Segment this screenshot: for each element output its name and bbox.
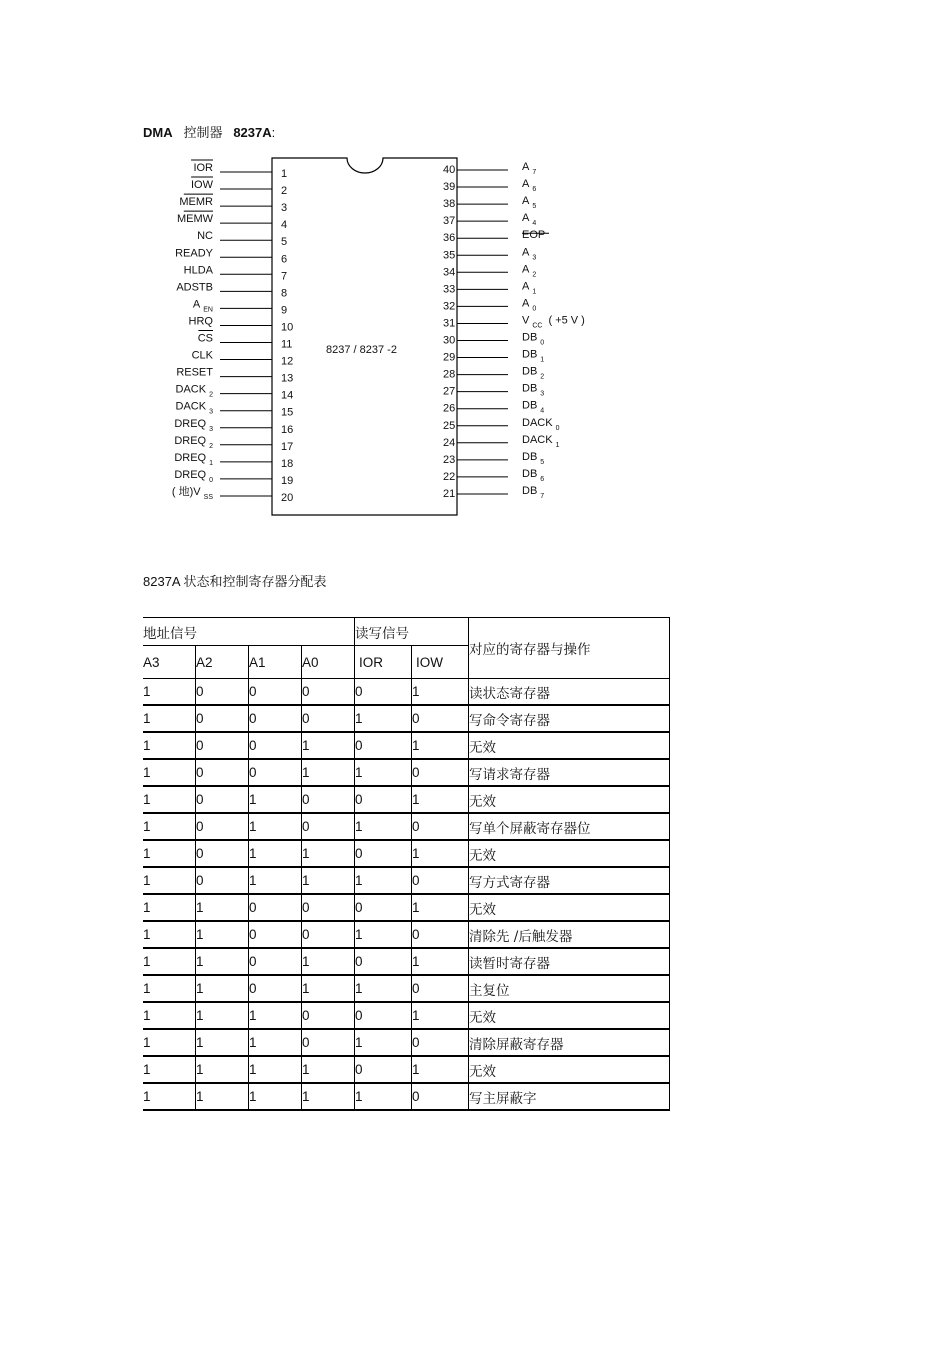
- cell-a1: 0: [249, 948, 302, 975]
- pin-number: 20: [281, 491, 294, 504]
- cell-a0: 1: [302, 1083, 355, 1110]
- cell-iow: 1: [412, 840, 469, 867]
- heading-controller: 控制器: [183, 125, 223, 140]
- pin-name: DREQ $_2$: [174, 434, 213, 450]
- cell-iow: 1: [412, 894, 469, 921]
- pin-name: DACK $_1$: [522, 433, 560, 449]
- cell-operation: 主复位: [469, 975, 670, 1002]
- cell-a2: 1: [196, 1029, 249, 1056]
- cell-a1: 1: [249, 786, 302, 813]
- pin-number: 7: [281, 270, 288, 283]
- right-pin-31: [443, 314, 585, 329]
- cell-iow: 0: [412, 975, 469, 1002]
- left-pin-16: [174, 418, 293, 436]
- pin-name: READY: [175, 247, 213, 260]
- cell-ior: 1: [355, 759, 412, 786]
- cell-a3: 1: [143, 679, 196, 706]
- pin-name: ( 地)V $_{SS}$: [171, 485, 213, 501]
- pin-number: 4: [281, 219, 288, 232]
- cell-ior: 1: [355, 813, 412, 840]
- left-pin-17: [174, 435, 293, 453]
- left-pin-8: [176, 281, 287, 299]
- cell-iow: 0: [412, 1083, 469, 1110]
- right-pin-24: [443, 434, 560, 449]
- cell-a0: 0: [302, 894, 355, 921]
- header-address-group: 地址信号: [143, 618, 355, 646]
- cell-a2: 0: [196, 813, 249, 840]
- pin-number: 40: [443, 164, 456, 176]
- pin-name: A $_6$: [522, 178, 537, 194]
- pin-number: 12: [281, 355, 294, 368]
- right-pin-29: [443, 349, 544, 364]
- cell-a3: 1: [143, 975, 196, 1002]
- heading-colon: :: [271, 125, 276, 140]
- heading-dma: DMA: [143, 125, 173, 140]
- cell-a0: 1: [302, 759, 355, 786]
- cell-a2: 1: [196, 1056, 249, 1083]
- cell-a2: 1: [196, 975, 249, 1002]
- cell-a2: 1: [196, 894, 249, 921]
- pin-name: A $_4$: [522, 212, 537, 228]
- cell-iow: 0: [412, 705, 469, 732]
- cell-operation: 清除先 /后触发器: [469, 921, 670, 948]
- pin-name: HLDA: [183, 264, 213, 277]
- pin-number: 23: [443, 453, 456, 466]
- pin-number: 21: [443, 487, 456, 500]
- cell-a3: 1: [143, 705, 196, 732]
- cell-ior: 0: [355, 840, 412, 867]
- pin-name: MEMW: [176, 213, 213, 226]
- pin-name: DB $_7$: [522, 484, 545, 500]
- cell-a0: 0: [302, 813, 355, 840]
- cell-a2: 0: [196, 705, 249, 732]
- pin-number: 37: [443, 215, 456, 228]
- right-pin-30: [443, 332, 544, 347]
- cell-a1: 1: [249, 1083, 302, 1110]
- pin-name: IOW: [191, 179, 213, 192]
- table-row: [143, 921, 670, 948]
- pin-number: 30: [443, 334, 456, 347]
- cell-ior: 1: [355, 1083, 412, 1110]
- pin-number: 13: [281, 372, 294, 385]
- left-pin-18: [174, 452, 293, 470]
- cell-a1: 0: [249, 732, 302, 759]
- cell-operation: 读状态寄存器: [469, 679, 670, 706]
- cell-operation: 无效: [469, 840, 670, 867]
- cell-a2: 0: [196, 679, 249, 706]
- register-table: [143, 617, 670, 1111]
- pin-name: CS: [197, 332, 213, 345]
- cell-a1: 1: [249, 1029, 302, 1056]
- pin-name: A $_0$: [522, 297, 537, 313]
- cell-operation: 写单个屏蔽寄存器位: [469, 813, 670, 840]
- cell-a3: 1: [143, 840, 196, 867]
- cell-iow: 1: [412, 948, 469, 975]
- cell-operation: 写请求寄存器: [469, 759, 670, 786]
- cell-a1: 1: [249, 867, 302, 894]
- cell-a0: 0: [302, 1029, 355, 1056]
- table-row: [143, 975, 670, 1002]
- pin-number: 15: [281, 406, 294, 419]
- cell-a0: 0: [302, 705, 355, 732]
- pin-number: 35: [443, 249, 456, 262]
- cell-ior: 0: [355, 894, 412, 921]
- pin-number: 28: [443, 368, 456, 381]
- cell-a3: 1: [143, 948, 196, 975]
- left-pin-14: [176, 384, 294, 402]
- right-pin-23: [443, 451, 544, 466]
- pin-name: DREQ $_3$: [174, 417, 213, 433]
- cell-a1: 0: [249, 759, 302, 786]
- table-row: [143, 1083, 670, 1110]
- cell-ior: 1: [355, 705, 412, 732]
- cell-a0: 1: [302, 867, 355, 894]
- pin-name: DB $_2$: [522, 365, 545, 381]
- cell-a3: 1: [143, 813, 196, 840]
- left-pin-13: [176, 367, 293, 385]
- cell-a3: 1: [143, 1083, 196, 1110]
- pin-number: 32: [443, 300, 456, 313]
- cell-ior: 0: [355, 786, 412, 813]
- pin-number: 10: [281, 321, 294, 334]
- pin-name: A $_7$: [522, 161, 537, 176]
- cell-ior: 1: [355, 975, 412, 1002]
- cell-a1: 1: [249, 1056, 302, 1083]
- pin-number: 9: [281, 304, 288, 317]
- table-row: [143, 948, 670, 975]
- cell-a3: 1: [143, 732, 196, 759]
- cell-a3: 1: [143, 921, 196, 948]
- pin-number: 33: [443, 283, 456, 296]
- pin-name: MEMR: [179, 196, 213, 209]
- table-row: [143, 1002, 670, 1029]
- cell-a0: 0: [302, 1002, 355, 1029]
- table-title: 8237A 状态和控制寄存器分配表: [143, 574, 327, 589]
- table-row: [143, 786, 670, 813]
- table-row: [143, 759, 670, 786]
- cell-ior: 1: [355, 1029, 412, 1056]
- cell-a1: 0: [249, 705, 302, 732]
- pin-name: RESET: [176, 366, 213, 379]
- table-row: [143, 1029, 670, 1056]
- pin-name: NC: [197, 230, 213, 243]
- cell-iow: 0: [412, 867, 469, 894]
- pin-name: ADSTB: [176, 281, 213, 294]
- cell-iow: 1: [412, 786, 469, 813]
- cell-ior: 1: [355, 921, 412, 948]
- cell-a0: 1: [302, 1056, 355, 1083]
- pin-number: 17: [281, 440, 294, 453]
- pin-number: 29: [443, 351, 456, 364]
- cell-iow: 1: [412, 679, 469, 706]
- cell-a0: 1: [302, 975, 355, 1002]
- pin-name: IOR: [193, 162, 213, 174]
- table-row: [143, 679, 670, 706]
- cell-operation: 无效: [469, 894, 670, 921]
- cell-a2: 0: [196, 786, 249, 813]
- cell-operation: 无效: [469, 732, 670, 759]
- pin-number: 1: [281, 168, 288, 180]
- chip-pinout-diagram: [0, 0, 950, 560]
- pin-number: 36: [443, 232, 456, 245]
- left-pin-15: [176, 401, 294, 419]
- cell-operation: 写命令寄存器: [469, 705, 670, 732]
- chip-label: 8237 / 8237 -2: [326, 344, 397, 356]
- pin-name: DB $_5$: [522, 450, 545, 466]
- table-row: [143, 867, 670, 894]
- cell-ior: 0: [355, 732, 412, 759]
- pin-name: V $_{CC}$ ( +5 V ): [522, 314, 585, 330]
- cell-a2: 0: [196, 759, 249, 786]
- heading-chip: 8237A: [233, 125, 272, 140]
- pin-number: 19: [281, 474, 294, 487]
- cell-a2: 0: [196, 867, 249, 894]
- pin-name: DB $_4$: [522, 399, 545, 415]
- cell-ior: 0: [355, 948, 412, 975]
- column-header-a0: A0: [302, 646, 355, 679]
- cell-a0: 1: [302, 840, 355, 867]
- pin-number: 3: [281, 202, 288, 215]
- right-pin-27: [443, 383, 544, 398]
- left-pin-5: [197, 230, 287, 248]
- cell-ior: 0: [355, 679, 412, 706]
- cell-ior: 0: [355, 1002, 412, 1029]
- right-pin-28: [443, 366, 544, 381]
- right-pin-36: [443, 229, 549, 244]
- pin-number: 24: [443, 436, 456, 449]
- pin-name: A $_3$: [522, 246, 537, 262]
- pin-number: 26: [443, 402, 456, 415]
- cell-iow: 0: [412, 759, 469, 786]
- pin-name: DREQ $_0$: [174, 468, 213, 484]
- cell-a3: 1: [143, 894, 196, 921]
- cell-a1: 1: [249, 1002, 302, 1029]
- cell-a2: 1: [196, 921, 249, 948]
- column-header-a2: A2: [196, 646, 249, 679]
- cell-a2: 0: [196, 732, 249, 759]
- header-rw-group: 读写信号: [355, 618, 469, 646]
- cell-a2: 1: [196, 1002, 249, 1029]
- pin-number: 6: [281, 253, 288, 266]
- pin-name: DB $_0$: [522, 331, 545, 347]
- pin-number: 14: [281, 389, 294, 402]
- cell-operation: 写方式寄存器: [469, 867, 670, 894]
- cell-operation: 无效: [469, 1056, 670, 1083]
- pin-name: DACK $_2$: [175, 383, 213, 399]
- pin-number: 18: [281, 457, 294, 470]
- right-pin-26: [443, 400, 544, 415]
- cell-iow: 0: [412, 813, 469, 840]
- cell-a3: 1: [143, 1056, 196, 1083]
- cell-operation: 无效: [469, 786, 670, 813]
- cell-ior: 0: [355, 1056, 412, 1083]
- cell-a0: 1: [302, 948, 355, 975]
- cell-a0: 1: [302, 732, 355, 759]
- pin-number: 16: [281, 423, 294, 436]
- pin-name: DB $_6$: [522, 467, 545, 483]
- table-row: [143, 894, 670, 921]
- left-pin-12: [192, 350, 294, 368]
- pin-number: 11: [281, 338, 293, 351]
- pin-name: DB $_3$: [522, 382, 545, 398]
- pin-name: A $_5$: [522, 195, 537, 211]
- pin-number: 38: [443, 198, 456, 211]
- pin-name: A $_2$: [522, 263, 537, 279]
- cell-a3: 1: [143, 786, 196, 813]
- cell-a1: 0: [249, 975, 302, 1002]
- header-operation: 对应的寄存器与操作: [469, 618, 670, 679]
- column-header-iow: IOW: [412, 646, 469, 679]
- cell-a3: 1: [143, 1029, 196, 1056]
- pin-number: 2: [281, 185, 288, 198]
- cell-operation: 清除屏蔽寄存器: [469, 1029, 670, 1056]
- right-pin-21: [443, 485, 544, 500]
- column-header-a1: A1: [249, 646, 302, 679]
- pin-name: EOP: [522, 229, 546, 242]
- cell-a0: 0: [302, 921, 355, 948]
- cell-ior: 1: [355, 867, 412, 894]
- pin-name: HRQ: [188, 315, 213, 328]
- pin-number: 27: [443, 385, 456, 398]
- pin-name: DREQ $_1$: [174, 451, 213, 467]
- pin-name: DACK $_3$: [175, 400, 213, 416]
- left-pin-6: [175, 247, 287, 265]
- table-row: [143, 1056, 670, 1083]
- left-pin-20: [172, 484, 293, 504]
- pin-name: DB $_1$: [522, 348, 545, 364]
- table-row: [143, 840, 670, 867]
- cell-a3: 1: [143, 1002, 196, 1029]
- column-header-ior: IOR: [355, 646, 412, 679]
- cell-iow: 0: [412, 921, 469, 948]
- pin-number: 31: [443, 317, 456, 330]
- pin-name: A $_1$: [522, 280, 537, 296]
- pin-number: 22: [443, 470, 456, 483]
- cell-a1: 0: [249, 894, 302, 921]
- cell-a0: 0: [302, 679, 355, 706]
- cell-a2: 1: [196, 948, 249, 975]
- cell-iow: 1: [412, 732, 469, 759]
- left-pin-11: [198, 331, 293, 351]
- pin-name: A $_{EN}$: [192, 298, 213, 314]
- right-pin-25: [443, 417, 560, 432]
- cell-a2: 1: [196, 1083, 249, 1110]
- cell-a1: 0: [249, 679, 302, 706]
- left-pin-19: [174, 469, 293, 487]
- cell-a2: 0: [196, 840, 249, 867]
- cell-a1: 1: [249, 840, 302, 867]
- cell-a3: 1: [143, 759, 196, 786]
- left-pin-4: [177, 211, 287, 231]
- column-header-a3: A3: [143, 646, 196, 679]
- pin-number: 8: [281, 287, 288, 300]
- pin-name: DACK $_0$: [522, 416, 560, 432]
- pin-number: 34: [443, 266, 456, 279]
- pin-name: CLK: [191, 349, 213, 362]
- table-row: [143, 732, 670, 759]
- cell-iow: 1: [412, 1002, 469, 1029]
- cell-iow: 1: [412, 1056, 469, 1083]
- cell-operation: 写主屏蔽字: [469, 1083, 670, 1110]
- right-pin-22: [443, 468, 544, 483]
- table-row: [143, 813, 670, 840]
- cell-a1: 1: [249, 813, 302, 840]
- chip-body: [272, 158, 457, 515]
- pin-number: 39: [443, 181, 456, 194]
- cell-a0: 0: [302, 786, 355, 813]
- left-pin-9: [193, 298, 287, 316]
- pin-number: 25: [443, 419, 456, 432]
- cell-operation: 无效: [469, 1002, 670, 1029]
- cell-operation: 读暂时寄存器: [469, 948, 670, 975]
- cell-a1: 0: [249, 921, 302, 948]
- cell-a3: 1: [143, 867, 196, 894]
- table-row: [143, 705, 670, 732]
- cell-iow: 0: [412, 1029, 469, 1056]
- pin-number: 5: [281, 236, 288, 249]
